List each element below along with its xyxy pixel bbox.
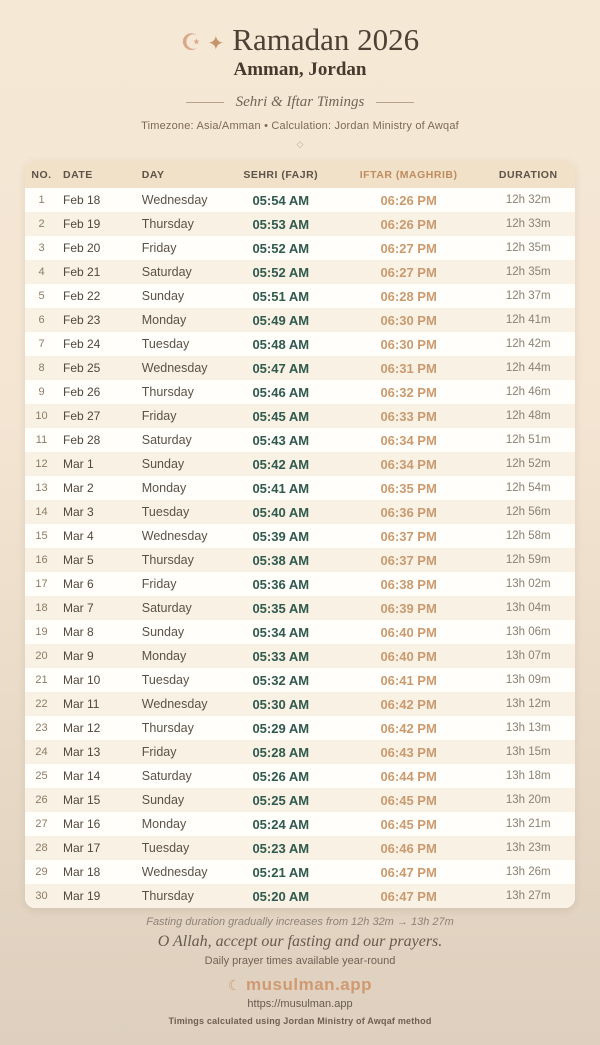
cell-no: 27: [35, 818, 48, 830]
table-row: [25, 644, 575, 668]
table-row: [25, 332, 575, 356]
cell-iftar: 06:34 PM: [380, 432, 437, 448]
cell-duration: 12h 42m: [505, 338, 551, 350]
cell-sehri: 05:26 AM: [252, 768, 310, 784]
cell-sehri: 05:39 AM: [252, 528, 310, 544]
cell-duration: 12h 32m: [505, 194, 551, 206]
table-row: [25, 452, 575, 476]
cell-day: Thursday: [141, 217, 194, 231]
cell-sehri: 05:40 AM: [252, 504, 310, 520]
page-title: Ramadan 2026: [232, 22, 420, 57]
table-row: [25, 860, 575, 884]
cell-duration: 13h 26m: [505, 866, 551, 878]
cell-no: 25: [35, 770, 48, 782]
cell-no: 26: [35, 794, 48, 806]
timezone-calculation-meta: Timezone: Asia/Amman • Calculation: Jordan Ministry of Awqaf: [141, 120, 459, 132]
cell-iftar: 06:35 PM: [380, 480, 437, 496]
cell-date: Feb 27: [63, 409, 101, 423]
cell-day: Friday: [141, 745, 177, 759]
cell-sehri: 05:35 AM: [252, 600, 310, 616]
table-row: [25, 404, 575, 428]
cell-iftar: 06:40 PM: [380, 648, 437, 664]
table-row: [25, 236, 575, 260]
cell-date: Mar 2: [63, 481, 94, 495]
header-day: DAY: [141, 168, 165, 181]
cell-day: Wednesday: [141, 865, 208, 879]
cell-date: Mar 6: [63, 577, 94, 591]
cell-day: Monday: [141, 817, 187, 831]
cell-date: Mar 10: [63, 673, 101, 687]
location-subtitle: Amman, Jordan: [233, 59, 367, 80]
cell-day: Sunday: [141, 457, 185, 471]
table-row: [25, 260, 575, 284]
cell-sehri: 05:45 AM: [252, 408, 310, 424]
cell-duration: 12h 52m: [505, 458, 551, 470]
section-title: Sehri & Iftar Timings: [235, 94, 365, 110]
cell-duration: 12h 35m: [505, 242, 551, 254]
cell-sehri: 05:24 AM: [252, 816, 310, 832]
cell-sehri: 05:32 AM: [252, 672, 310, 688]
cell-iftar: 06:26 PM: [380, 192, 437, 208]
cell-sehri: 05:48 AM: [252, 336, 310, 352]
cell-date: Mar 7: [63, 601, 94, 615]
table-row: [25, 596, 575, 620]
cell-no: 21: [35, 674, 48, 686]
cell-iftar: 06:28 PM: [380, 288, 437, 304]
cell-duration: 13h 12m: [505, 698, 551, 710]
cell-iftar: 06:33 PM: [380, 408, 437, 424]
brand-crescent-icon: ☾: [227, 977, 242, 993]
table-row: [25, 620, 575, 644]
cell-duration: 13h 21m: [505, 818, 551, 830]
header: [0, 0, 600, 150]
section-divider: [0, 94, 600, 111]
cell-iftar: 06:39 PM: [380, 600, 437, 616]
page-title-line: [0, 22, 600, 62]
cell-date: Feb 26: [63, 385, 101, 399]
table-row: [25, 188, 575, 212]
cell-day: Saturday: [141, 769, 192, 783]
table-row: [25, 356, 575, 380]
header-date: DATE: [63, 168, 93, 181]
cell-no: 14: [35, 506, 48, 518]
cell-no: 11: [35, 434, 48, 446]
cell-duration: 13h 27m: [505, 890, 551, 902]
cell-duration: 13h 04m: [505, 602, 551, 614]
cell-sehri: 05:41 AM: [252, 480, 310, 496]
cell-duration: 13h 02m: [505, 578, 551, 590]
cell-iftar: 06:40 PM: [380, 624, 437, 640]
table-row: [25, 548, 575, 572]
cell-sehri: 05:28 AM: [252, 744, 310, 760]
cell-duration: 12h 56m: [505, 506, 551, 518]
cell-no: 19: [35, 626, 48, 638]
cell-duration: 13h 09m: [505, 674, 551, 686]
cell-iftar: 06:38 PM: [380, 576, 437, 592]
cell-no: 29: [35, 866, 48, 878]
cell-iftar: 06:30 PM: [380, 336, 437, 352]
cell-date: Mar 19: [63, 889, 101, 903]
table-row: [25, 308, 575, 332]
table-row: [25, 764, 575, 788]
cell-date: Mar 14: [63, 769, 101, 783]
cell-duration: 12h 46m: [505, 386, 551, 398]
cell-day: Thursday: [141, 721, 194, 735]
cell-iftar: 06:37 PM: [380, 528, 437, 544]
cell-date: Mar 18: [63, 865, 101, 879]
cell-date: Feb 23: [63, 313, 101, 327]
cell-sehri: 05:25 AM: [252, 792, 310, 808]
cell-no: 4: [38, 266, 45, 278]
table-row: [25, 740, 575, 764]
cell-no: 12: [35, 458, 48, 470]
cell-duration: 12h 41m: [505, 314, 551, 326]
cell-day: Tuesday: [141, 337, 190, 351]
table-row: [25, 428, 575, 452]
cell-sehri: 05:54 AM: [252, 192, 310, 208]
cell-sehri: 05:29 AM: [252, 720, 310, 736]
cell-day: Friday: [141, 241, 177, 255]
cell-date: Mar 11: [63, 697, 100, 711]
cell-iftar: 06:47 PM: [380, 888, 437, 904]
table-row: [25, 524, 575, 548]
cell-day: Saturday: [141, 265, 192, 279]
cell-sehri: 05:42 AM: [252, 456, 310, 472]
cell-duration: 13h 06m: [505, 626, 551, 638]
table-row: [25, 476, 575, 500]
cell-duration: 13h 18m: [505, 770, 551, 782]
cell-duration: 13h 15m: [505, 746, 551, 758]
cell-date: Feb 24: [63, 337, 101, 351]
cell-no: 18: [35, 602, 48, 614]
header-sehri: SEHRI (FAJR): [243, 168, 319, 181]
cell-sehri: 05:23 AM: [252, 840, 310, 856]
table-body: [25, 188, 575, 908]
cell-no: 10: [35, 410, 48, 422]
cell-date: Mar 13: [63, 745, 101, 759]
footer: [0, 916, 600, 1026]
cell-duration: 12h 54m: [505, 482, 551, 494]
cell-duration: 12h 51m: [505, 434, 551, 446]
cell-sehri: 05:52 AM: [252, 240, 310, 256]
cell-day: Sunday: [141, 625, 185, 639]
availability-text: Daily prayer times available year-round: [204, 955, 396, 967]
cell-no: 13: [35, 482, 48, 494]
cell-day: Tuesday: [141, 673, 190, 687]
cell-date: Feb 22: [63, 289, 101, 303]
cell-sehri: 05:47 AM: [252, 360, 310, 376]
cell-day: Monday: [141, 481, 187, 495]
brand-url: https://musulman.app: [247, 998, 353, 1010]
cell-sehri: 05:38 AM: [252, 552, 310, 568]
cell-day: Sunday: [141, 289, 185, 303]
cell-date: Mar 17: [63, 841, 101, 855]
cell-no: 22: [35, 698, 48, 710]
cell-iftar: 06:42 PM: [380, 720, 437, 736]
cell-day: Monday: [141, 313, 187, 327]
cell-duration: 13h 20m: [505, 794, 551, 806]
duration-note: Fasting duration gradually increases from 12h 32m → 13h 27m: [146, 916, 454, 928]
cell-sehri: 05:43 AM: [252, 432, 310, 448]
cell-iftar: 06:34 PM: [380, 456, 437, 472]
cell-day: Tuesday: [141, 505, 190, 519]
divider-line-left: [186, 102, 224, 103]
cell-sehri: 05:36 AM: [252, 576, 310, 592]
cell-date: Feb 18: [63, 193, 101, 207]
table-row: [25, 692, 575, 716]
cell-duration: 13h 23m: [505, 842, 551, 854]
cell-no: 6: [38, 314, 45, 326]
cell-date: Feb 25: [63, 361, 101, 375]
cell-duration: 12h 37m: [505, 290, 551, 302]
header-duration: DURATION: [498, 168, 558, 181]
table-row: [25, 212, 575, 236]
header-iftar: IFTAR (MAGHRIB): [359, 168, 458, 181]
cell-duration: 13h 13m: [505, 722, 551, 734]
brand-line: [0, 975, 600, 995]
cell-sehri: 05:21 AM: [252, 864, 310, 880]
cell-duration: 12h 59m: [505, 554, 551, 566]
cell-date: Feb 21: [63, 265, 101, 279]
cell-iftar: 06:41 PM: [380, 672, 437, 688]
cell-no: 5: [38, 290, 45, 302]
cell-no: 1: [38, 194, 45, 206]
cell-iftar: 06:27 PM: [380, 240, 437, 256]
cell-day: Thursday: [141, 553, 194, 567]
cell-iftar: 06:42 PM: [380, 696, 437, 712]
calculation-method-text: Timings calculated using Jordan Ministry of Awqaf method: [168, 1016, 432, 1026]
table-header-row: [25, 161, 575, 188]
cell-no: 15: [35, 530, 48, 542]
cell-iftar: 06:47 PM: [380, 864, 437, 880]
dua-text: O Allah, accept our fasting and our prayers.: [157, 933, 443, 950]
divider-line-right: [376, 102, 414, 103]
cell-no: 23: [35, 722, 48, 734]
cell-day: Saturday: [141, 433, 192, 447]
table-row: [25, 572, 575, 596]
cell-iftar: 06:45 PM: [380, 816, 437, 832]
cell-iftar: 06:43 PM: [380, 744, 437, 760]
cell-day: Monday: [141, 649, 187, 663]
cell-day: Saturday: [141, 601, 192, 615]
cell-no: 7: [38, 338, 45, 350]
cell-iftar: 06:26 PM: [380, 216, 437, 232]
cell-day: Sunday: [141, 793, 185, 807]
cell-iftar: 06:44 PM: [380, 768, 437, 784]
cell-duration: 12h 58m: [505, 530, 551, 542]
cell-day: Tuesday: [141, 841, 190, 855]
cell-iftar: 06:36 PM: [380, 504, 437, 520]
table-row: [25, 836, 575, 860]
cell-day: Thursday: [141, 385, 194, 399]
cell-sehri: 05:51 AM: [252, 288, 310, 304]
cell-day: Wednesday: [141, 529, 208, 543]
cell-date: Mar 15: [63, 793, 101, 807]
cell-iftar: 06:46 PM: [380, 840, 437, 856]
cell-no: 3: [38, 242, 45, 254]
table-row: [25, 380, 575, 404]
cell-no: 9: [38, 386, 45, 398]
cell-no: 8: [38, 362, 45, 374]
cell-iftar: 06:37 PM: [380, 552, 437, 568]
cell-iftar: 06:32 PM: [380, 384, 437, 400]
cell-no: 24: [35, 746, 48, 758]
cell-duration: 12h 48m: [505, 410, 551, 422]
cell-day: Friday: [141, 409, 177, 423]
cell-date: Mar 16: [63, 817, 101, 831]
cell-sehri: 05:46 AM: [252, 384, 310, 400]
cell-date: Mar 5: [63, 553, 94, 567]
cell-duration: 12h 44m: [505, 362, 551, 374]
cell-date: Feb 19: [63, 217, 101, 231]
cell-sehri: 05:33 AM: [252, 648, 310, 664]
brand-name: musulman.app: [246, 975, 373, 994]
cell-iftar: 06:30 PM: [380, 312, 437, 328]
cell-sehri: 05:20 AM: [252, 888, 310, 904]
cell-no: 20: [35, 650, 48, 662]
crescent-star-icon: ☪: [180, 30, 202, 55]
cell-iftar: 06:45 PM: [380, 792, 437, 808]
table-row: [25, 812, 575, 836]
cell-date: Feb 20: [63, 241, 101, 255]
cell-date: Mar 3: [63, 505, 94, 519]
cell-day: Friday: [141, 577, 177, 591]
cell-no: 16: [35, 554, 48, 566]
table-row: [25, 788, 575, 812]
cell-date: Mar 4: [63, 529, 94, 543]
cell-no: 28: [35, 842, 48, 854]
table-row: [25, 668, 575, 692]
table-row: [25, 284, 575, 308]
table-row: [25, 500, 575, 524]
cell-day: Wednesday: [141, 361, 208, 375]
cell-date: Mar 1: [63, 457, 94, 471]
cell-duration: 12h 33m: [505, 218, 551, 230]
cell-date: Mar 9: [63, 649, 94, 663]
cell-no: 17: [35, 578, 48, 590]
sparkle-icon: ✦: [207, 33, 225, 55]
table-row: [25, 716, 575, 740]
cell-duration: 12h 35m: [505, 266, 551, 278]
cell-date: Mar 8: [63, 625, 94, 639]
cell-day: Thursday: [141, 889, 194, 903]
table-row: [25, 884, 575, 908]
header-no: NO.: [31, 168, 52, 181]
cell-duration: 13h 07m: [505, 650, 551, 662]
cell-day: Wednesday: [141, 697, 208, 711]
cell-iftar: 06:27 PM: [380, 264, 437, 280]
cell-date: Feb 28: [63, 433, 101, 447]
cell-iftar: 06:31 PM: [380, 360, 437, 376]
cell-sehri: 05:53 AM: [252, 216, 310, 232]
timings-table: [25, 161, 575, 908]
cell-sehri: 05:49 AM: [252, 312, 310, 328]
cell-sehri: 05:52 AM: [252, 264, 310, 280]
cell-sehri: 05:34 AM: [252, 624, 310, 640]
cell-no: 2: [38, 218, 45, 230]
cell-day: Wednesday: [141, 193, 208, 207]
cell-no: 30: [35, 890, 48, 902]
diamond-ornament-icon: ◇: [296, 139, 304, 149]
cell-sehri: 05:30 AM: [252, 696, 310, 712]
cell-date: Mar 12: [63, 721, 101, 735]
